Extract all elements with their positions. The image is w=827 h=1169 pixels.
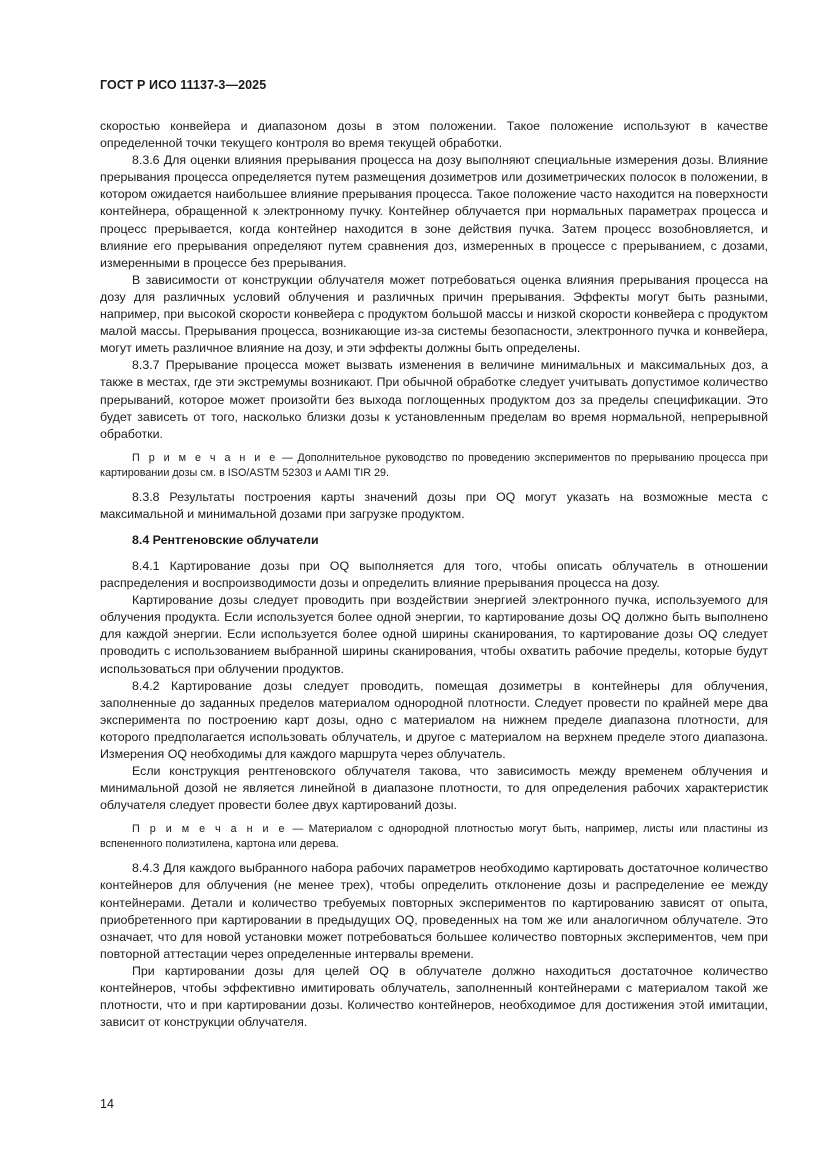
paragraph-interruption-effects: В зависимости от конструкции облучателя может потребоваться оценка влияния прерывания процесса на дозу для различных условий облучения и различных причин прерывания. Эффекты могут быть разными, например, при высокой скорости конвейера с продуктом большой массы и низкой скорости конвейера с продуктом малой массы. Прерывания процесса, возникающие из-за системы безопасности, электронного пучка и конвейера, могут иметь различное влияние на дозу, и эти эффекты должны быть определены. [100,272,768,356]
note-text: — Дополнительное руководство по проведению экспериментов по прерыванию процесса при картировании дозы см. в ISO/ASTM 52303 и AAMI TIR 29. [100,451,768,479]
note-text: — Материалом с однородной плотностью могут быть, например, листы или пластины из вспененного полиэтилена, картона или дерева. [100,823,768,851]
paragraph-continuation: скоростью конвейера и диапазоном дозы в этом положении. Такое положение используют в качестве определенной точки текущего контроля во время текущей обработки. [100,119,768,151]
paragraph-8-4-1: 8.4.1 Картирование дозы при OQ выполняется для того, чтобы описать облучатель в отношении распределения и воспроизводимости дозы и определить влияние прерывания процесса на дозу. [100,558,768,591]
paragraph-container-count: При картировании дозы для целей OQ в облучателе должно находиться достаточное количество контейнеров, чтобы эффективно имитировать облучатель, заполненный контейнерами с материалом такой же плотности, что и при картировании дозы. Количество контейнеров, необходимое для достижения этой имитации, зависит от конструкции облучателя. [100,963,768,1030]
paragraph-xray-design: Если конструкция рентгеновского облучателя такова, что зависимость между временем облучения и минимальной дозой не является линейной в диапазоне плотности, то для определения рабочих характеристик облучателя следует провести более двух картирований дозы. [100,764,768,813]
note-2 [100,822,768,852]
paragraph-dose-mapping-energy: Картирование дозы следует проводить при воздействии энергией электронного пучка, используемого для облучения продукта. Если используется более одной энергии, то картирование дозы OQ должно быть выполнено для каждой энергии. Если используется более одной ширины сканирования, то картирование дозы OQ следует проводить с использованием выбранной ширины сканирования, чтобы охватить рабочие пределы, которые будут использоваться при облучении продуктов. [100,593,768,676]
paragraph-8-3-6: 8.3.6 Для оценки влияния прерывания процесса на дозу выполняют специальные измерения дозы. Влияние прерывания процесса определяется путем размещения дозиметров или дозиметрических полосок в положении, в котором ожидается наибольшее влияние прерывания процесса. Такое положение часто находится на поверхности контейнера, обращенной к электронному пучку. Контейнер облучается при нормальных параметрах процесса и процесс прерывается, когда контейнер находится в зоне действия пучка. Затем процесс возобновляется, и влияние его прерывания определяют путем сравнения доз, измеренных в процессе с прерыванием, с дозами, измеренными в процессе без прерывания. [100,153,768,270]
paragraph-8-4-3: 8.4.3 Для каждого выбранного набора рабочих параметров необходимо картировать достаточное количество контейнеров для облучения (не менее трех), чтобы определить отклонение дозы и распределение ее между контейнерами. Детали и количество требуемых повторных экспериментов по картированию зависят от опыта, приобретенного при картировании в предыдущих OQ, проведенных на том же или аналогичном облучателе. Это означает, что для новой установки может потребоваться большее количество повторных экспериментов, чем при повторной аттестации через определенные интервалы времени. [100,861,768,961]
note-label: П р и м е ч а н и е [132,451,278,464]
section-heading-8-4: 8.4 Рентгеновские облучатели [132,532,319,547]
paragraph-8-4-2: 8.4.2 Картирование дозы следует проводить, помещая дозиметры в контейнеры для облучения, заполненные до заданных пределов материалом однородной плотности. Следует провести по крайней мере два эксперимента по построению карт дозы, одно с материалом на нижнем пределе диапазона плотности, для которого предполагается использовать облучатель, и другое с материалом на верхнем пределе этого диапазона. Измерения OQ необходимы для каждого маршрута через облучатель. [100,678,768,761]
document-header: ГОСТ Р ИСО 11137-3—2025 [100,78,267,92]
paragraph-8-3-7: 8.3.7 Прерывание процесса может вызвать изменения в величине минимальных и максимальных доз, а также в местах, где эти экстремумы возникают. При обычной обработке следует учитывать допустимое количество прерываний, которое может произойти без выхода поглощенных продуктом доз за пределы спецификации. Это будет зависеть от того, насколько близки дозы к установленным пределам во время нормальной, непрерывной обработки. [100,358,768,441]
note-1 [100,451,768,481]
note-label: П р и м е ч а н и е [132,823,287,836]
page-number: 14 [100,1097,114,1111]
page-body [100,118,768,1031]
paragraph-8-3-8: 8.3.8 Результаты построения карты значений дозы при OQ могут указать на возможные места с максимальной и минимальной дозами при загрузке продуктом. [100,489,768,521]
